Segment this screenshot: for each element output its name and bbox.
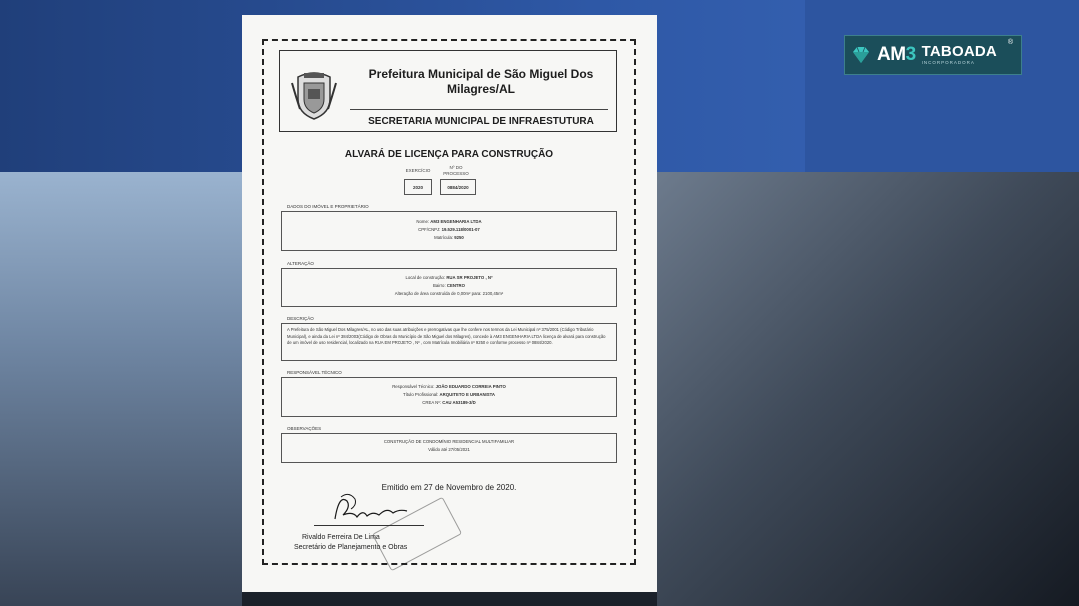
section-title-imovel: DADOS DO IMÓVEL E PROPRIETÁRIO (287, 204, 369, 209)
section-title-descricao: DESCRIÇÃO (287, 316, 314, 321)
background-top-right-band (805, 0, 1079, 172)
document-title: ALVARÁ DE LICENÇA PARA CONSTRUÇÃO (344, 149, 554, 160)
processo-value: 0884/2020 (440, 179, 476, 195)
secretariat-name: SECRETARIA MUNICIPAL DE INFRAESTUTURA (368, 116, 594, 127)
exercicio-value: 2020 (404, 179, 432, 195)
crea-line: CREA Nº: CAU A53189-3/D (422, 400, 476, 405)
owner-cnpj-line: CPF/CNPJ: 19.529.118/0001-07 (418, 227, 480, 232)
section-title-responsavel: RESPONSÁVEL TÉCNICO (287, 370, 342, 375)
coat-of-arms-icon (290, 69, 338, 121)
section-title-observacoes: OBSERVAÇÕES (287, 426, 322, 431)
permit-document (242, 15, 657, 592)
technician-line: Responsável Técnico: JOÃO EDUARDO CORREIA PINTO (392, 384, 506, 389)
diamond-icon (851, 45, 871, 65)
document-header (279, 50, 617, 132)
issued-date: Emitido em 27 de Novembro de 2020. (381, 483, 517, 492)
section-alteracao (281, 268, 617, 307)
section-title-alteracao: ALTERAÇÃO (287, 261, 314, 266)
section-observacoes (281, 433, 617, 463)
section-imovel (281, 211, 617, 251)
area-line: Alteração de área construída de 0,00m² para: 2100,45m² (394, 291, 504, 296)
section-responsavel (281, 377, 617, 417)
header-divider (350, 109, 608, 110)
observation-line: CONSTRUÇÃO DE CONDOMÍNIO RESIDENCIAL MULTIFAMILIAR (383, 439, 515, 444)
signer-name: Rivaldo Ferreira De Lima (302, 534, 380, 541)
company-logo (844, 35, 1022, 75)
processo-label: Nº DO PROCESSO (443, 165, 469, 176)
section-descricao (281, 323, 617, 361)
background-right-band (657, 172, 1079, 606)
validity-line: Válido até 27/05/2021 (428, 447, 470, 452)
logo-am3: AM3 (877, 44, 916, 65)
background-left-band (0, 172, 242, 606)
signer-role: Secretário de Planejamento e Obras (294, 544, 408, 551)
exercicio-label: EXERCÍCIO (405, 168, 431, 173)
description-text: A Prefeitura de São Miguel Dos Milagres/AL, no uso das suas atribuições e prerrogativas que lhe confere nos termos da Lei Municipal nº 375/2001 (Código Tributário Municipal), e ainda da Lei nº 384/2003(Código de Obras do Município de São Miguel dos Milagres), concede à AM3 ENGENHARIA LTDA licença de alvará para construção de um imóvel de uso residencial, localizado na RUA EM PROJETO , Nº , com Matrícula Imobiliária nº 9250 e conforme processo nº 0884/2020. (287, 327, 606, 345)
registered-mark: ® (1007, 39, 1013, 46)
registration-line: Matrícula: 9250 (434, 235, 464, 240)
profession-line: Título Profissional: ARQUITETO E URBANISTA (402, 392, 496, 397)
district-line: Bairro: CENTRO (432, 283, 465, 288)
location-line: Local de construção: RUA SR PROJETO , Nº (405, 275, 493, 280)
municipality-name: Prefeitura Municipal de São Miguel Dos Milagres/AL (368, 67, 594, 96)
owner-name-line: Nome: AM3 ENGENHARIA LTDA (416, 219, 482, 224)
logo-taboada: TABOADA INCORPORADORA (921, 43, 997, 66)
